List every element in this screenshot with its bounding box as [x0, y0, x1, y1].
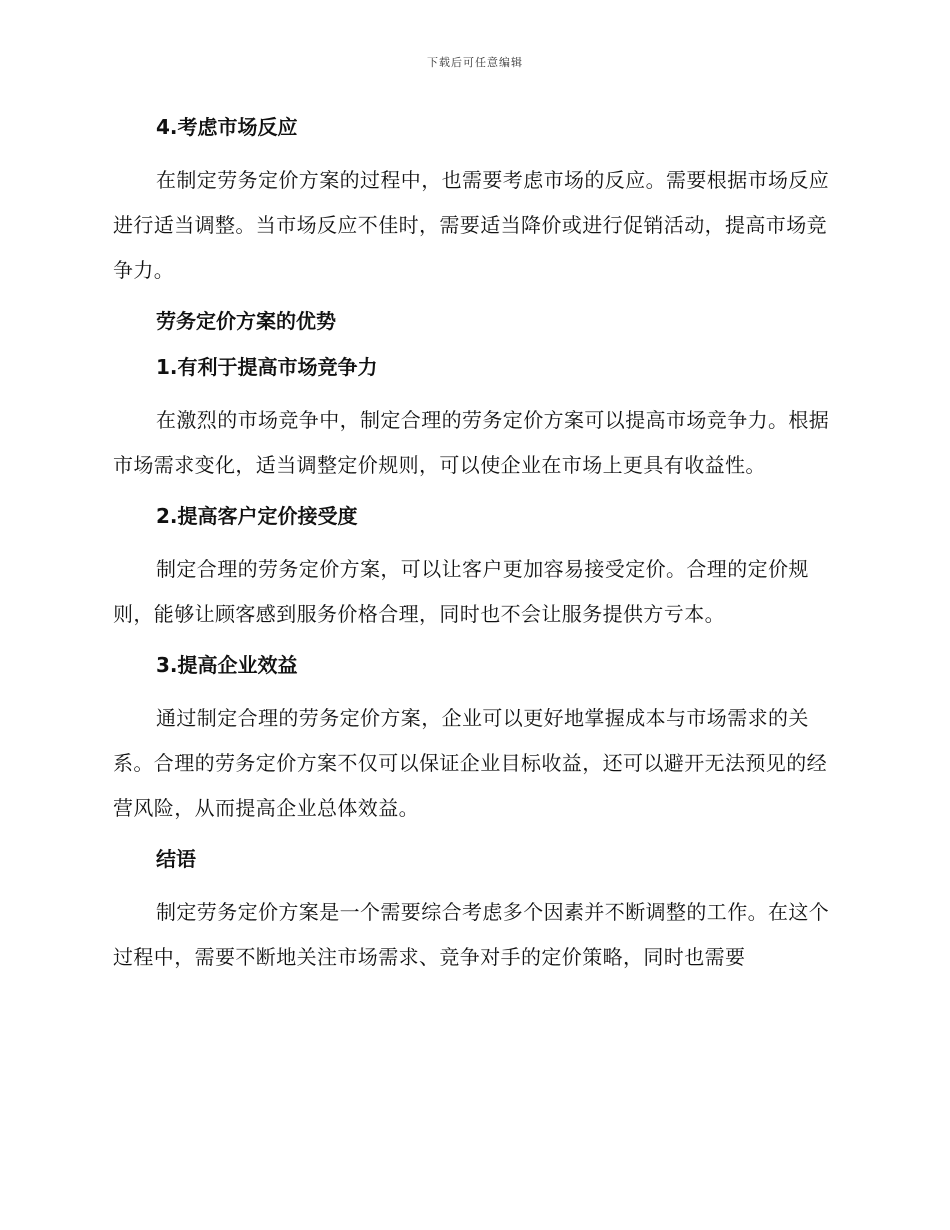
section-heading-acceptance: 2.提高客户定价接受度: [156, 504, 358, 528]
section-heading-advantages: 劳务定价方案的优势: [156, 309, 336, 333]
document-body: [113, 112, 833, 980]
section-heading-competitiveness: 1.有利于提高市场竞争力: [156, 355, 378, 379]
section-heading-conclusion: 结语: [156, 847, 196, 871]
paragraph-market-reaction: 在制定劳务定价方案的过程中，也需要考虑市场的反应。需要根据市场反应进行适当调整。当市场反应不佳时，需要适当降价或进行促销活动，提高市场竞争力。: [113, 168, 830, 282]
section-heading-efficiency: 3.提高企业效益: [156, 653, 298, 677]
paragraph-competitiveness: 在激烈的市场竞争中，制定合理的劳务定价方案可以提高市场竞争力。根据市场需求变化，适当调整定价规则，可以使企业在市场上更具有收益性。: [113, 408, 830, 477]
paragraph-efficiency: 通过制定合理的劳务定价方案，企业可以更好地掌握成本与市场需求的关系。合理的劳务定价方案不仅可以保证企业目标收益，还可以避开无法预见的经营风险，从而提高企业总体效益。: [113, 706, 827, 820]
paragraph-conclusion: 制定劳务定价方案是一个需要综合考虑多个因素并不断调整的工作。在这个过程中，需要不断地关注市场需求、竞争对手的定价策略，同时也需要: [113, 900, 830, 969]
page-header: 下载后可任意编辑: [427, 56, 523, 69]
paragraph-acceptance: 制定合理的劳务定价方案，可以让客户更加容易接受定价。合理的定价规则，能够让顾客感到服务价格合理，同时也不会让服务提供方亏本。: [113, 557, 809, 626]
section-heading-market-reaction: 4.考虑市场反应: [156, 115, 298, 139]
